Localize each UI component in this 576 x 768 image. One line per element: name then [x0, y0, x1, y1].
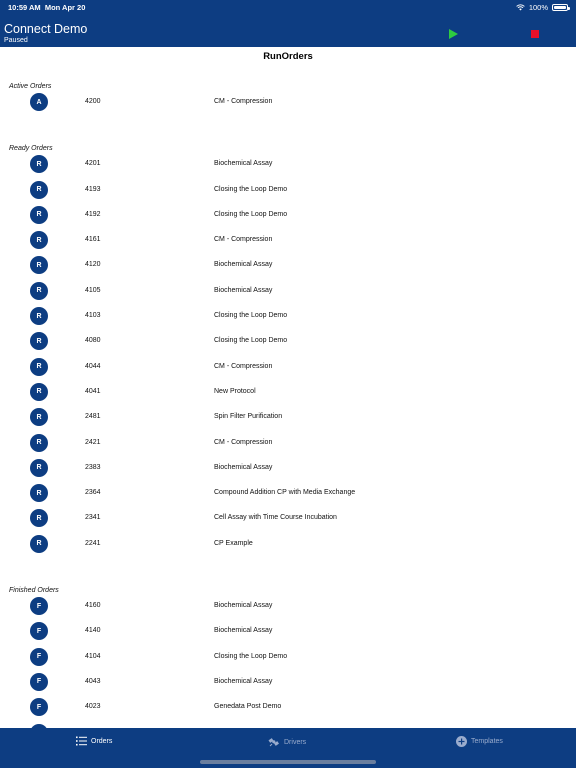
order-id: 4120 [85, 261, 101, 269]
tab-orders-label: Orders [91, 737, 113, 745]
order-row[interactable] [0, 594, 576, 619]
order-row[interactable] [0, 203, 576, 228]
protocol-name: Closing the Loop Demo [214, 337, 288, 345]
status-badge: R [30, 408, 48, 426]
order-id: 4043 [85, 677, 101, 685]
status-badge: R [30, 484, 48, 502]
status-badge: R [30, 509, 48, 527]
order-row[interactable] [0, 329, 576, 354]
protocol-name: CP Example [214, 539, 253, 547]
order-id: 4160 [85, 602, 101, 610]
order-section [0, 74, 576, 115]
order-id: 4041 [85, 387, 101, 395]
status-badge: R [30, 155, 48, 173]
status-badge: R [30, 231, 48, 249]
order-id: 4105 [85, 286, 101, 294]
protocol-name: New Protocol [214, 387, 256, 395]
status-date-text: Mon Apr 20 [44, 3, 86, 12]
status-badge: R [30, 434, 48, 452]
order-row[interactable] [0, 506, 576, 531]
protocol-name: Biochemical Assay [214, 286, 273, 294]
status-badge: R [30, 358, 48, 376]
order-id: 2481 [85, 413, 101, 421]
protocol-name: Cell Assay with Time Course Incubation [214, 514, 337, 522]
tab-templates[interactable] [456, 736, 503, 747]
order-row[interactable] [0, 355, 576, 380]
status-badge: F [30, 622, 48, 640]
order-id: 2364 [85, 489, 101, 497]
status-badge: A [30, 93, 48, 111]
order-row[interactable] [0, 645, 576, 670]
order-row[interactable] [0, 695, 576, 720]
battery-icon [552, 4, 568, 11]
order-id: 4140 [85, 627, 101, 635]
status-badge: R [30, 332, 48, 350]
protocol-name: CM - Compression [214, 438, 273, 446]
list-icon [76, 736, 87, 746]
protocol-name: Compound Addition CP with Media Exchange [214, 489, 356, 497]
order-id: 4201 [85, 160, 101, 168]
tab-orders[interactable] [76, 736, 112, 746]
status-badge: R [30, 459, 48, 477]
status-badge: R [30, 282, 48, 300]
protocol-name: Genedata Post Demo [214, 703, 282, 711]
protocol-name: Biochemical Assay [214, 160, 273, 168]
tab-templates-label: Templates [471, 738, 503, 745]
status-badge: R [30, 206, 48, 224]
order-section [0, 136, 576, 557]
page-title: RunOrders [263, 51, 313, 62]
protocol-name: Biochemical Assay [214, 463, 273, 471]
order-id: 4103 [85, 312, 101, 320]
order-row[interactable] [0, 380, 576, 405]
tab-bar [0, 728, 576, 768]
status-badge: F [30, 698, 48, 716]
order-id: 4080 [85, 337, 101, 345]
protocol-name: Spin Filter Purification [214, 413, 283, 421]
order-row[interactable] [0, 456, 576, 481]
status-badge: F [30, 597, 48, 615]
play-icon[interactable] [448, 29, 458, 39]
run-state-label: Paused [4, 37, 28, 44]
order-id: 4192 [85, 210, 101, 218]
section-header: Ready Orders [9, 145, 53, 153]
order-section [0, 578, 576, 746]
order-id: 2383 [85, 463, 101, 471]
status-badge: R [30, 535, 48, 553]
order-id: 4023 [85, 703, 101, 711]
order-id: 4193 [85, 185, 101, 193]
status-badge: R [30, 181, 48, 199]
navigation-bar [0, 0, 576, 47]
protocol-name: Biochemical Assay [214, 627, 273, 635]
stop-icon[interactable] [531, 30, 539, 38]
protocol-name: Closing the Loop Demo [214, 185, 288, 193]
status-badge: F [30, 648, 48, 666]
protocol-name: Biochemical Assay [214, 677, 273, 685]
section-header: Finished Orders [9, 587, 59, 595]
order-row[interactable] [0, 405, 576, 430]
order-row[interactable] [0, 532, 576, 557]
order-row[interactable] [0, 178, 576, 203]
protocol-name: Closing the Loop Demo [214, 312, 288, 320]
status-badge: F [30, 673, 48, 691]
order-row[interactable] [0, 152, 576, 177]
order-row[interactable] [0, 279, 576, 304]
order-row[interactable] [0, 619, 576, 644]
status-time [8, 3, 85, 12]
order-row[interactable] [0, 304, 576, 329]
order-list[interactable] [0, 62, 576, 728]
protocol-name: CM - Compression [214, 236, 273, 244]
protocol-name: Closing the Loop Demo [214, 210, 288, 218]
tab-drivers[interactable] [268, 736, 306, 748]
order-id: 2421 [85, 438, 101, 446]
tab-drivers-label: Drivers [284, 738, 307, 746]
protocol-name: Biochemical Assay [214, 602, 273, 610]
protocol-name: Closing the Loop Demo [214, 652, 288, 660]
app-title: Connect Demo [4, 22, 88, 36]
order-id: 4161 [85, 236, 101, 244]
protocol-name: Biochemical Assay [214, 261, 273, 269]
order-row[interactable] [0, 670, 576, 695]
status-badge: R [30, 307, 48, 325]
battery-percent: 100% [528, 3, 548, 12]
plus-circle-icon [456, 736, 467, 747]
order-row[interactable] [0, 228, 576, 253]
status-badge: R [30, 256, 48, 274]
wifi-icon [516, 4, 525, 11]
order-row[interactable] [0, 431, 576, 456]
order-row[interactable] [0, 481, 576, 506]
protocol-name: CM - Compression [214, 98, 273, 105]
order-id: 2341 [85, 514, 101, 522]
status-indicators [516, 3, 568, 12]
section-header: Active Orders [9, 83, 52, 90]
order-row[interactable] [0, 253, 576, 278]
order-id: 4104 [85, 652, 101, 660]
order-id: 4200 [85, 98, 101, 105]
order-row[interactable] [0, 90, 576, 115]
order-id: 2241 [85, 539, 101, 547]
status-time-text: 10:59 AM [8, 3, 41, 12]
home-indicator [200, 760, 376, 764]
protocol-name: CM - Compression [214, 362, 273, 370]
satellite-icon [268, 736, 280, 748]
order-id: 4044 [85, 362, 101, 370]
status-badge: R [30, 383, 48, 401]
